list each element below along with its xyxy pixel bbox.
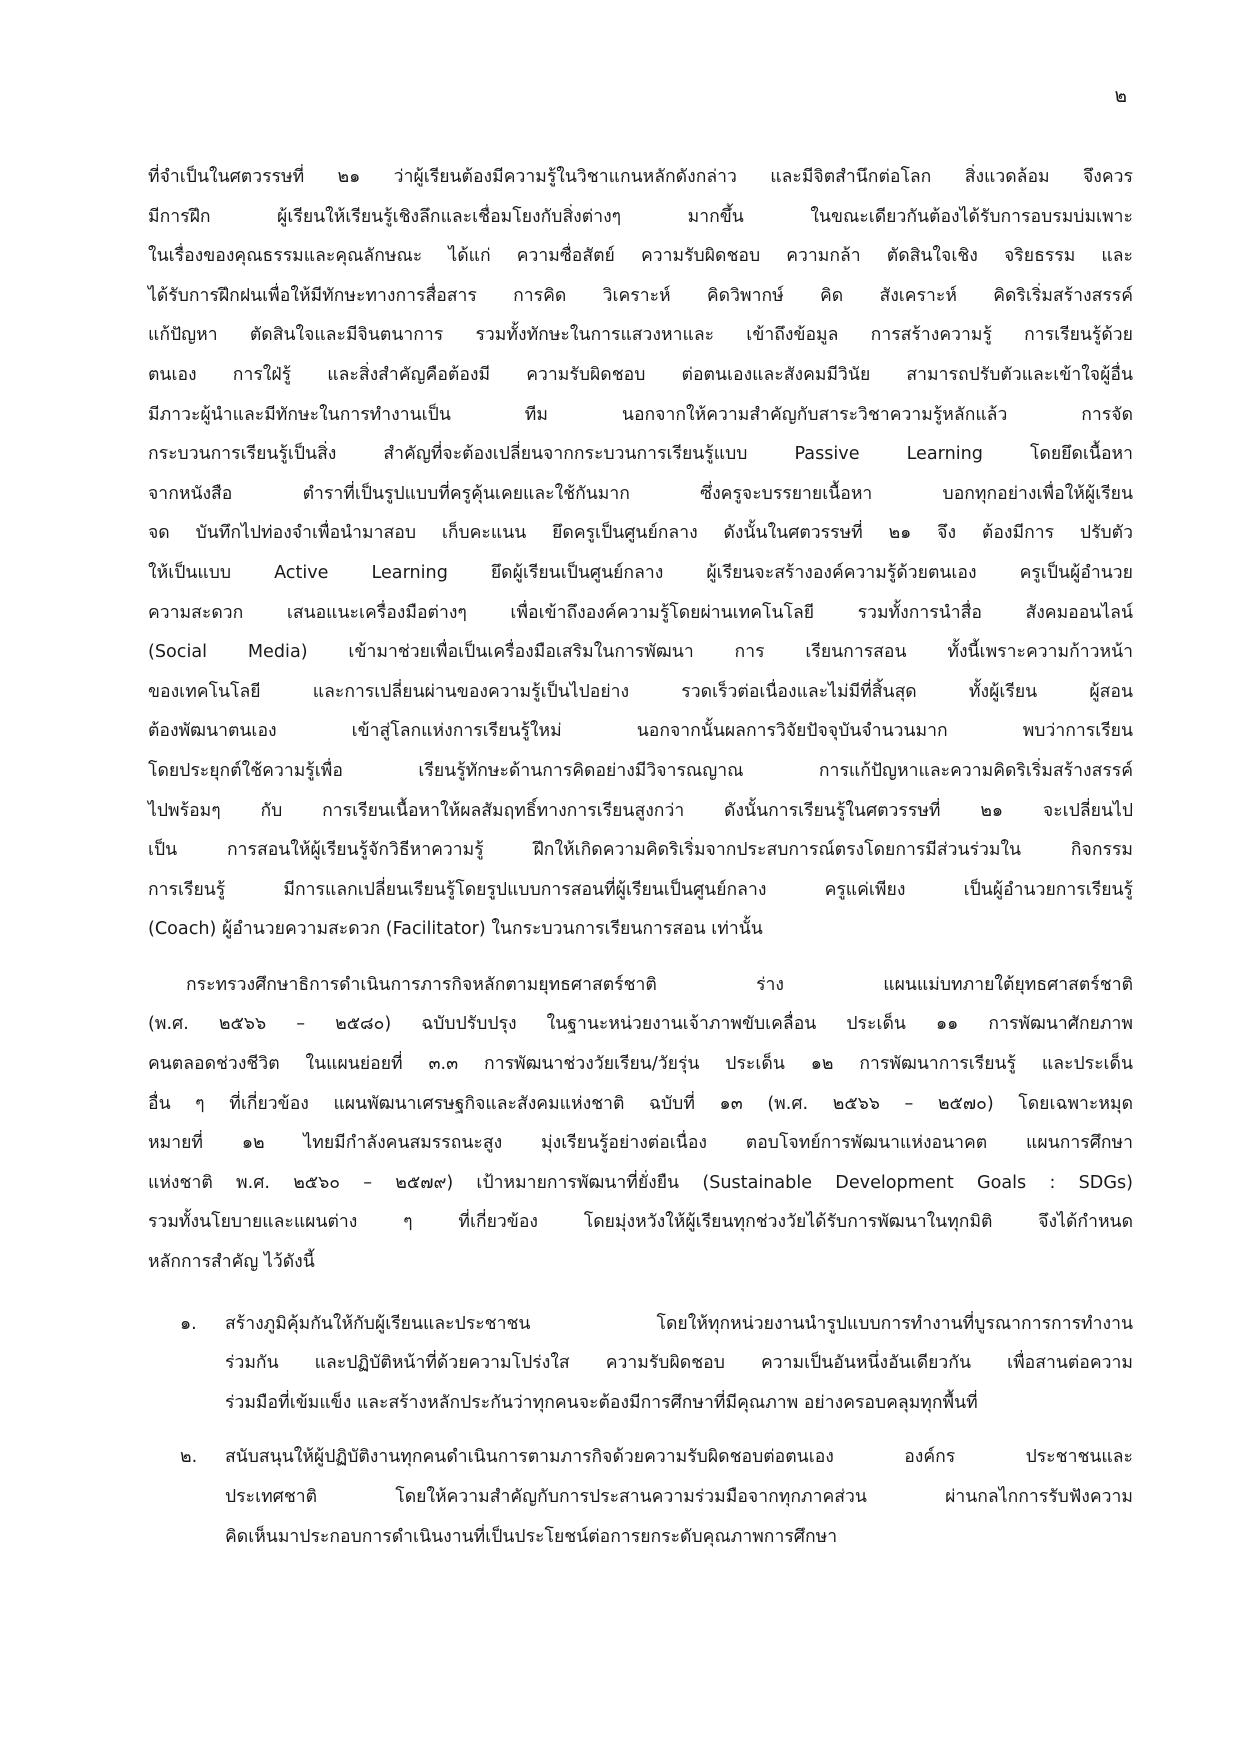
text-line: ความสะดวก เสนอแนะเครื่องมือต่างๆ เพื่อเข้าถึงองค์ความรู้โดยผ่านเทคโนโลยี รวมทั้งการนำสื่อ สังคมออนไลน์ bbox=[148, 602, 1133, 623]
text-line: (พ.ศ. ๒๕๖๖ – ๒๕๘๐) ฉบับปรับปรุง ในฐานะหน่วยงานเจ้าภาพขับเคลื่อน ประเด็น ๑๑ การพัฒนาศักยภาพ bbox=[148, 1014, 1133, 1035]
text-line: ของเทคโนโลยี และการเปลี่ยนผ่านของความรู้เป็นไปอย่าง รวดเร็วต่อเนื่องและไม่มีที่สิ้นสุด ทั้งผู้เรียน ผู้สอน bbox=[148, 681, 1133, 702]
text-line: หลักการสำคัญ ไว้ดังนี้ bbox=[148, 1252, 315, 1273]
text-line: ต้องพัฒนาตนเอง เข้าสู่โลกแห่งการเรียนรู้ใหม่ นอกจากนั้นผลการวิจัยปัจจุบันจำนวนมาก พบว่าการเรียน bbox=[148, 721, 1133, 742]
text-line: สร้างภูมิคุ้มกันให้กับผู้เรียนและประชาชน โดยให้ทุกหน่วยงานนำรูปแบบการทำงานที่บูรณาการการทำงาน bbox=[225, 1313, 1133, 1334]
text-line: ประเทศชาติ โดยให้ความสำคัญกับการประสานความร่วมมือจากทุกภาคส่วน ผ่านกลไกการรับฟังความ bbox=[225, 1487, 1133, 1507]
list-item-number: ๒. bbox=[180, 1447, 198, 1468]
text-line: มีภาวะผู้นำและมีทักษะในการทำงานเป็น ทีม นอกจากให้ความสำคัญกับสาระวิชาความรู้หลักแล้ว การจัด bbox=[148, 404, 1133, 425]
text-line: คิดเห็นมาประกอบการดำเนินงานที่เป็นประโยชน์ต่อการยกระดับคุณภาพการศึกษา bbox=[225, 1526, 838, 1547]
paragraph-2 bbox=[148, 966, 1133, 1283]
text-line: อื่น ๆ ที่เกี่ยวข้อง แผนพัฒนาเศรษฐกิจและสังคมแห่งชาติ ฉบับที่ ๑๓ (พ.ศ. ๒๕๖๖ – ๒๕๗๐) โดยเฉพาะหมุด bbox=[148, 1093, 1133, 1114]
text-line: รวมทั้งนโยบายและแผนต่าง ๆ ที่เกี่ยวข้อง โดยมุ่งหวังให้ผู้เรียนทุกช่วงวัยได้รับการพัฒนาในทุกมิติ จึงได้กำหนด bbox=[148, 1212, 1133, 1233]
text-line: (Coach) ผู้อำนวยความสะดวก (Facilitator) ในกระบวนการเรียนการสอน เท่านั้น bbox=[148, 919, 763, 940]
paragraph-1 bbox=[148, 158, 1133, 950]
text-line: ตนเอง การใฝ่รู้ และสิ่งสำคัญคือต้องมี ความรับผิดชอบ ต่อตนเองและสังคมมีวินัย สามารถปรับตัวและเข้าใจผู้อื่น bbox=[148, 364, 1133, 385]
text-line: มีการฝึก ผู้เรียนให้เรียนรู้เชิงลึกและเชื่อมโยงกับสิ่งต่างๆ มากขึ้น ในขณะเดียวกันต้องได้รับการอบรมบ่มเพาะ bbox=[148, 206, 1133, 227]
text-line: กระทรวงศึกษาธิการดำเนินการภารกิจหลักตามยุทธศาสตร์ชาติ ร่าง แผนแม่บทภายใต้ยุทธศาสตร์ชาติ bbox=[186, 974, 1133, 995]
text-line: ได้รับการฝึกฝนเพื่อให้มีทักษะทางการสื่อสาร การคิด วิเคราะห์ คิดวิพากษ์ คิด สังเคราะห์ คิดริเริ่มสร้างสรรค์ bbox=[148, 285, 1133, 306]
text-line: จากหนังสือ ตำราที่เป็นรูปแบบที่ครูคุ้นเคยและใช้กันมาก ซึ่งครูจะบรรยายเนื้อหา บอกทุกอย่างเพื่อให้ผู้เรียน bbox=[148, 483, 1133, 504]
text-line: สนับสนุนให้ผู้ปฏิบัติงานทุกคนดำเนินการตามภารกิจด้วยความรับผิดชอบต่อตนเอง องค์กร ประชาชนและ bbox=[225, 1447, 1133, 1468]
body-text bbox=[148, 158, 1133, 1572]
text-line: แก้ปัญหา ตัดสินใจและมีจินตนาการ รวมทั้งทักษะในการแสวงหาและ เข้าถึงข้อมูล การสร้างความรู้ การเรียนรู้ด้วย bbox=[148, 325, 1133, 346]
text-line: ไปพร้อมๆ กับ การเรียนเนื้อหาให้ผลสัมฤทธิ์ทางการเรียนสูงกว่า ดังนั้นการเรียนรู้ในศตวรรษที่ ๒๑ จะเปลี่ยนไป bbox=[148, 800, 1133, 821]
list-item bbox=[148, 1438, 1133, 1557]
text-line: ที่จำเป็นในศตวรรษที่ ๒๑ ว่าผู้เรียนต้องมีความรู้ในวิชาแกนหลักดังกล่าว และมีจิตสำนึกต่อโลก สิ่งแวดล้อม จึงควร bbox=[148, 167, 1133, 187]
text-line: ร่วมกัน และปฏิบัติหน้าที่ด้วยความโปร่งใส ความรับผิดชอบ ความเป็นอันหนึ่งอันเดียวกัน เพื่อสานต่อความ bbox=[225, 1353, 1133, 1374]
text-line: คนตลอดช่วงชีวิต ในแผนย่อยที่ ๓.๓ การพัฒนาช่วงวัยเรียน/วัยรุ่น ประเด็น ๑๒ การพัฒนาการเรียนรู้ และประเด็น bbox=[148, 1054, 1133, 1075]
numbered-list bbox=[148, 1305, 1133, 1558]
text-line: จด บันทึกไปท่องจำเพื่อนำมาสอบ เก็บคะแนน ยึดครูเป็นศูนย์กลาง ดังนั้นในศตวรรษที่ ๒๑ จึง ต้องมีการ ปรับตัว bbox=[148, 523, 1133, 544]
text-line: โดยประยุกต์ใช้ความรู้เพื่อ เรียนรู้ทักษะด้านการคิดอย่างมีวิจารณญาณ การแก้ปัญหาและความคิดริเริ่มสร้างสรรค์ bbox=[148, 760, 1133, 781]
text-line: ให้เป็นแบบ Active Learning ยึดผู้เรียนเป็นศูนย์กลาง ผู้เรียนจะสร้างองค์ความรู้ด้วยตนเอง ครูเป็นผู้อำนวย bbox=[148, 562, 1133, 583]
page-number: ๒ bbox=[1114, 85, 1127, 107]
text-line: การเรียนรู้ มีการแลกเปลี่ยนเรียนรู้โดยรูปแบบการสอนที่ผู้เรียนเป็นศูนย์กลาง ครูแค่เพียง เป็นผู้อำนวยการเรียนรู้ bbox=[148, 879, 1133, 900]
text-line: ในเรื่องของคุณธรรมและคุณลักษณะ ได้แก่ ความซื่อสัตย์ ความรับผิดชอบ ความกล้า ตัดสินใจเชิง จริยธรรม และ bbox=[148, 246, 1133, 267]
text-line: เป็น การสอนให้ผู้เรียนรู้จักวิธีหาความรู้ ฝึกให้เกิดความคิดริเริ่มจากประสบการณ์ตรงโดยการมีส่วนร่วมใน กิจกรรม bbox=[148, 840, 1133, 861]
text-line: กระบวนการเรียนรู้เป็นสิ่ง สำคัญที่จะต้องเปลี่ยนจากกระบวนการเรียนรู้แบบ Passive Learning โดยยึดเนื้อหา bbox=[148, 444, 1133, 465]
text-line: (Social Media) เข้ามาช่วยเพื่อเป็นเครื่องมือเสริมในการพัฒนา การ เรียนการสอน ทั้งนี้เพราะความก้าวหน้า bbox=[148, 642, 1133, 663]
text-line: ร่วมมือที่เข้มแข็ง และสร้างหลักประกันว่าทุกคนจะต้องมีการศึกษาที่มีคุณภาพ อย่างครอบคลุมทุกพื้นที่ bbox=[225, 1392, 978, 1413]
text-line: แห่งชาติ พ.ศ. ๒๕๖๐ – ๒๕๗๙) เป้าหมายการพัฒนาที่ยั่งยืน (Sustainable Development Goals : SDGs) bbox=[148, 1172, 1133, 1193]
list-item-number: ๑. bbox=[180, 1313, 197, 1334]
text-line: หมายที่ ๑๒ ไทยมีกำลังคนสมรรถนะสูง มุ่งเรียนรู้อย่างต่อเนื่อง ตอบโจทย์การพัฒนาแห่งอนาคต แผนการศึกษา bbox=[148, 1133, 1133, 1154]
list-item bbox=[148, 1305, 1133, 1424]
